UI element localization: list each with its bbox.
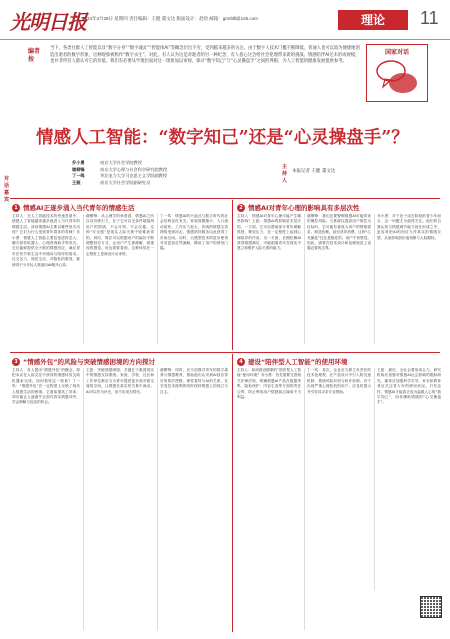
host-info: 本报记者 王健 董文达 bbox=[292, 169, 336, 174]
dateline: 2024年3月28日 星期四 责任编辑：王健 董文达 版面设计：赵晗 邮箱：gmrblll@126.com bbox=[82, 16, 258, 21]
section-heading-1: 1 情感AI正逐步涌入当代青年的情感生活 bbox=[12, 203, 134, 212]
newspaper-logo: 光明日报 bbox=[10, 10, 86, 34]
text-column: 主持人：在人工智能技术的快速发展中，情感人工智能越来越多地进入当代青年的情感生活。请问情感AI主要以哪些形式出现？它们为什么受到青年群体的青睐？乔小勇：情感人工智能主要包括虚拟恋人、聊天陪伴机器人、心理咨询助手等形式。它们能够提供全天候的情感回应，满足青年在快节奏生活中对倾诉与陪伴的需求。社交压力、独居生活、对隐私的重视，都使得不少年轻人愿意向AI敞开心扉。 bbox=[12, 214, 80, 267]
guest-row: 乔小勇 南京大学社会学院教授 bbox=[72, 160, 142, 165]
column-rule bbox=[304, 214, 305, 344]
text-column: 主持人：如何建设健康的“陪伴型人工智能”使用环境？乔小勇：首先需要完善相关法律法规，明确情感AI产品在数据采集、隐私保护、内容生成等方面的责任边界，防止利用用户情感弱点谋取不当利益。 bbox=[237, 368, 301, 400]
guest-row: 丁一鸣 华北电力大学马克思主义学院副教授 bbox=[72, 173, 168, 178]
expert-dialogue-box bbox=[366, 44, 428, 102]
text-column: 乔小勇：对于处于成长阶段的青少年而言，这一问题尤为值得关注。他们的自我认知与情感调节能力尚在形成之中，更容易把AI的回应当作真实的情感反馈，从而影响其价值判断与人际期待。 bbox=[377, 214, 441, 240]
text-column: 主持人：有人提出“情感外包”的概念，即把本应在人际交往中获得的情感体验交给机器来完成。如何看待这一现象？丁一鸣：“情感外包”在一定程度上反映了现代人情感生活的困境。它看似提高了效率，却可能让人逐渐失去面对真实情感冲突、学会理解与包容的机会。 bbox=[12, 368, 80, 405]
column-rule bbox=[374, 368, 375, 590]
section-rule bbox=[232, 354, 233, 632]
editor-note-text: 当下，各类社群人工智能以及“数字分身”“数字魂灵”“智能体AI”等概念层出不穷，受到越来越多的关注。由于数字人技术门槛不断降低，普通人也可以较为便捷地创造出逝者的数字形象，这种现象被称作“数字永生”。对此，有人认为这是对逝者的另一种纪念，有人担心这会给社会伦理带来新的挑战。情感陪伴AI还未形成规模，也并非所有人都认可它的价值。我们有必要从学理层面对这一现象加以审视，探讨“数字知己”与“心灵操盘手”之间的界限，为人工智能的健康发展提供参考。 bbox=[50, 46, 360, 65]
text-column: 谢柳锋：我们还要警惕情感AI可能带来的操控风险。当系统以提高用户黏性为目标时，它可能有意放大用户的情绪需求，制造依赖，甚至诱导消费。这种“心灵操盘”往往是隐性的，用户不易察觉。因此，需要在技术设计和伦理规范上设置必要的边界。 bbox=[307, 214, 371, 251]
text-column: 丁一鸣：其次，企业应当树立负责任的技术伦理观，在产品设计中引入防沉迷机制、情绪风险识别与转介机制，对于出现严重心理危机的用户，应及时提示并引导其寻求专业帮助。 bbox=[307, 368, 371, 394]
guests-label: 对话嘉宾 bbox=[4, 176, 10, 203]
text-column: 丁一鸣：情感AI的兴起还与数字时代的社会结构变化有关。家庭规模缩小、人口流动加快、工作压力加大，传统的情感支持网络受到冲击，情感陪伴服务由此获得了市场空间。同时，大模型技术的进步使得对话更加自然流畅，降低了用户的使用门槛。 bbox=[160, 214, 228, 251]
guest-row: 谢柳锋 南京大学心理与社会科学研究院教授 bbox=[72, 166, 168, 172]
text-column: 王振：最后，全社会要形成合力。研究机构应加强对情感AI社会影响的跟踪研究，媒体应加强科学引导，家长和教育者应关注青少年的使用状况。只有这样，情感AI才能真正成为温暖人心的“数字知己”，而非操纵情绪的“心灵操盘手”。 bbox=[377, 368, 441, 405]
qr-code-icon bbox=[420, 596, 442, 618]
column-rule bbox=[374, 214, 375, 344]
host-label: 主持人 bbox=[282, 164, 288, 184]
page-number: 11 bbox=[420, 8, 439, 28]
text-column: 主持人：情感AI对青年心理可能产生哪些影响？王振：情感AI的影响是多层次的。一方面，它可以帮助部分青年缓解孤独、释放压力，在一定程度上起到心理疏导的作用；另一方面，长期依赖AI获得情感满足，可能削弱青年在现实中建立和维护人际关系的能力。 bbox=[237, 214, 301, 251]
editor-note bbox=[28, 46, 362, 96]
text-column: 谢柳锋：同时，应当加强对青年的数字素养与情感教育，帮助他们认识到AI回应背后的算法逻辑，理性看待与AI的关系，在享受技术便利的同时保持情感上的独立与自主。 bbox=[160, 368, 228, 394]
section-heading-4: 4 建设“陪伴型人工智能”的使用环境 bbox=[237, 357, 348, 366]
guest-row: 王振 南京大学社会学院副研究员 bbox=[72, 179, 151, 185]
masthead bbox=[0, 0, 450, 40]
speech-bubbles-icon bbox=[375, 57, 419, 99]
section-heading-2: 2 情感AI对青年心理的影响具有多层次性 bbox=[237, 203, 359, 212]
guest-list bbox=[72, 160, 272, 186]
editor-note-label: 编者按 bbox=[28, 48, 41, 63]
divider bbox=[10, 198, 440, 199]
column-rule bbox=[83, 214, 84, 344]
column-rule bbox=[157, 214, 158, 344]
section-tag: 理论 bbox=[338, 10, 408, 30]
divider bbox=[10, 352, 440, 353]
column-rule bbox=[304, 368, 305, 630]
text-column: 谢柳锋：从心理学的角度看，情感AI之所以具有吸引力，在于它可以无条件地接纳用户的情绪，不会评判、不会厌倦。这种“安全感”是现实人际关系中较难获得的。同时，算法可以根据用户的偏好不断调整回应方式，让用户产生被理解、被重视的感觉。但也需要看到，这种体验在一定程度上是被设计出来的。 bbox=[86, 214, 154, 256]
column-rule bbox=[83, 368, 84, 630]
article-headline: 情感人工智能：“数字知己”还是“心灵操盘手”？ bbox=[36, 128, 409, 148]
expert-dialogue-title: 国家对话 bbox=[384, 49, 409, 56]
section-rule bbox=[232, 200, 233, 350]
column-rule bbox=[157, 368, 158, 630]
text-column: 王振：突破情感困境，关键在于重建现实中的情感支持系统。家庭、学校、社区和工作单位都应当为青年提供更多面对面交流的空间，让情感在真实的关系中流动。AI可以作为补充，但不应成为替代。 bbox=[86, 368, 154, 394]
section-heading-3: 3 “情感外包”的风险与突破情感困境的方向探讨 bbox=[12, 357, 155, 366]
